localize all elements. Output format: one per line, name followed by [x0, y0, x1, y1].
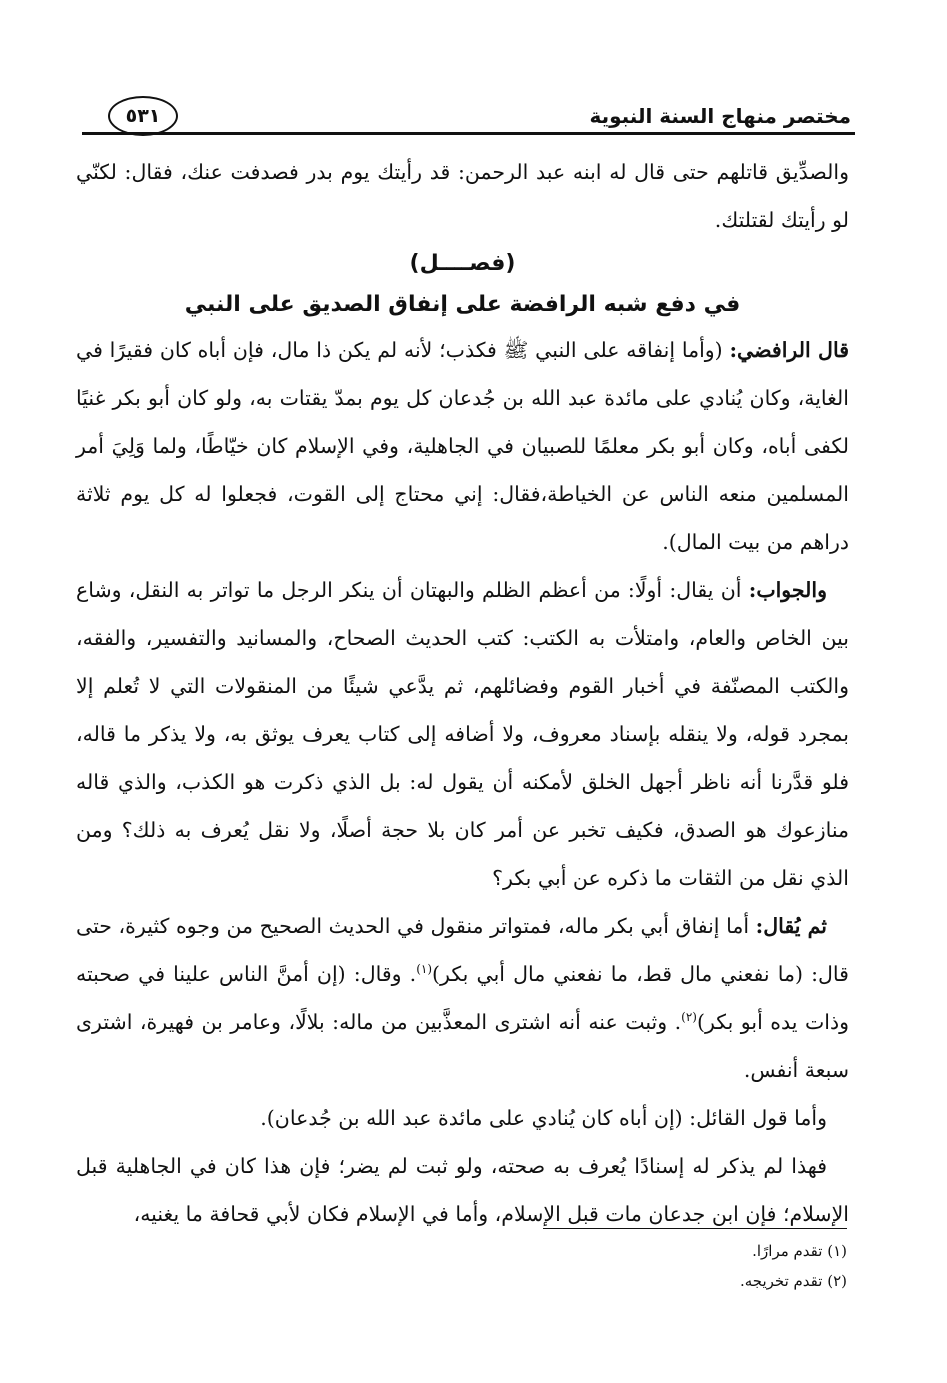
running-title: مختصر منهاج السنة النبوية [589, 104, 851, 128]
intro-paragraph: والصدِّيق قاتلهم حتى قال له ابنه عبد الرحمن: قد رأيتك يوم بدر فصدفت عنك، فقال: لكنّي لو رأيتك لقتلتك. [76, 160, 849, 232]
paragraph-body: . وقال: (إن أمنَّ الناس علينا في صحبته وذات يده أبو بكر) [76, 962, 849, 1034]
paragraph-body: . وثبت عنه أنه اشترى المعذَّبين من ماله: بلالًا، وعامر بن فهيرة، اشترى سبعة أنفس. [76, 1010, 849, 1082]
page-number-badge [108, 96, 178, 136]
footnote-marker-1: (١) [416, 962, 433, 977]
paragraph-body: أن يقال: أولًا: من أعظم الظلم والبهتان أن ينكر الرجل ما تواتر به النقل، وشاع بين الخاص والعام، وامتلأت به الكتب: كتب الحديث الصحاح، والمسانيد والتفسير، والفقه، والكتب المصنّفة في أخبار القوم وفضائلهم، ثم يدَّعي شيئًا من المنقولات التي لا تُعلم إلا بمجرد قوله، ولا ينقله بإسناد معروف، ولا أضافه إلى كتاب يعرف يوثق به، ولا يذكر ما قاله، فلو قدَّرنا أنه ناظر أجهل الخلق لأمكنه أن يقول له: بل الذي ذكرت هو الكذب، والذي قاله منازعوك هو الصدق، فكيف تخبر عن أمر كان بلا حجة أصلًا، ولا نقل يُعرف به ذلك؟ ومن الذي نقل من الثقات ما ذكره عن أبي بكر؟ [76, 578, 849, 890]
header-rule [82, 132, 855, 135]
paragraph-lead: قال الرافضي: [729, 338, 849, 362]
page-number: ٥٣١ [125, 105, 161, 127]
paragraph-reply: فهذا لم يذكر له إسنادًا يُعرف به صحته، ولو ثبت لم يضر؛ فإن هذا كان في الجاهلية قبل الإسلام؛ فإن ابن جدعان مات قبل الإسلام، وأما في الإسلام فكان لأبي قحافة ما يغنيه، [76, 1154, 849, 1226]
paragraph-quote: وأما قول القائل: (إن أباه كان يُنادي على مائدة عبد الله بن جُدعان). [260, 1106, 827, 1130]
body-text [76, 148, 849, 1238]
paragraph-lead: ثم يُقال: [755, 914, 827, 938]
footnote-1: (١) تقدم مرارًا. [752, 1242, 847, 1260]
footnote-2: (٢) تقدم تخريجه. [739, 1272, 847, 1290]
footnote-marker-2: (٢) [681, 1010, 697, 1025]
footnote-rule [543, 1228, 847, 1229]
section-subtitle: في دفع شبه الرافضة على إنفاق الصديق على النبي [184, 292, 741, 317]
section-title: (فصــــل) [409, 251, 516, 276]
paragraph-spending [76, 902, 849, 1094]
footnotes [447, 1236, 847, 1296]
paragraph-answer [76, 566, 849, 902]
paragraph-rafidi-claim [76, 326, 849, 566]
paragraph-body: (وأما إنفاقه على النبي ﷺ فكذب؛ لأنه لم يكن ذا مال، فإن أباه كان فقيرًا في الغاية، وكان يُنادي على مائدة عبد الله بن جُدعان كل يوم بمدّ يقتات به، ولو كان أبو بكر غنيًا لكفى أباه، وكان أبو بكر معلمًا للصبيان في الجاهلية، وفي الإسلام كان خيّاطًا، ولما وَلِيَ أمر المسلمين منعه الناس عن الخياطة،فقال: إني محتاج إلى القوت، فجعلوا له كل يوم ثلاثة دراهم من بيت المال). [76, 338, 849, 554]
paragraph-body: أما إنفاق أبي بكر ماله، فمتواتر منقول في الحديث الصحيح من وجوه كثيرة، حتى قال: (ما نفعني مال قط، ما نفعني مال أبي بكر) [76, 914, 849, 986]
paragraph-lead: والجواب: [748, 578, 827, 602]
